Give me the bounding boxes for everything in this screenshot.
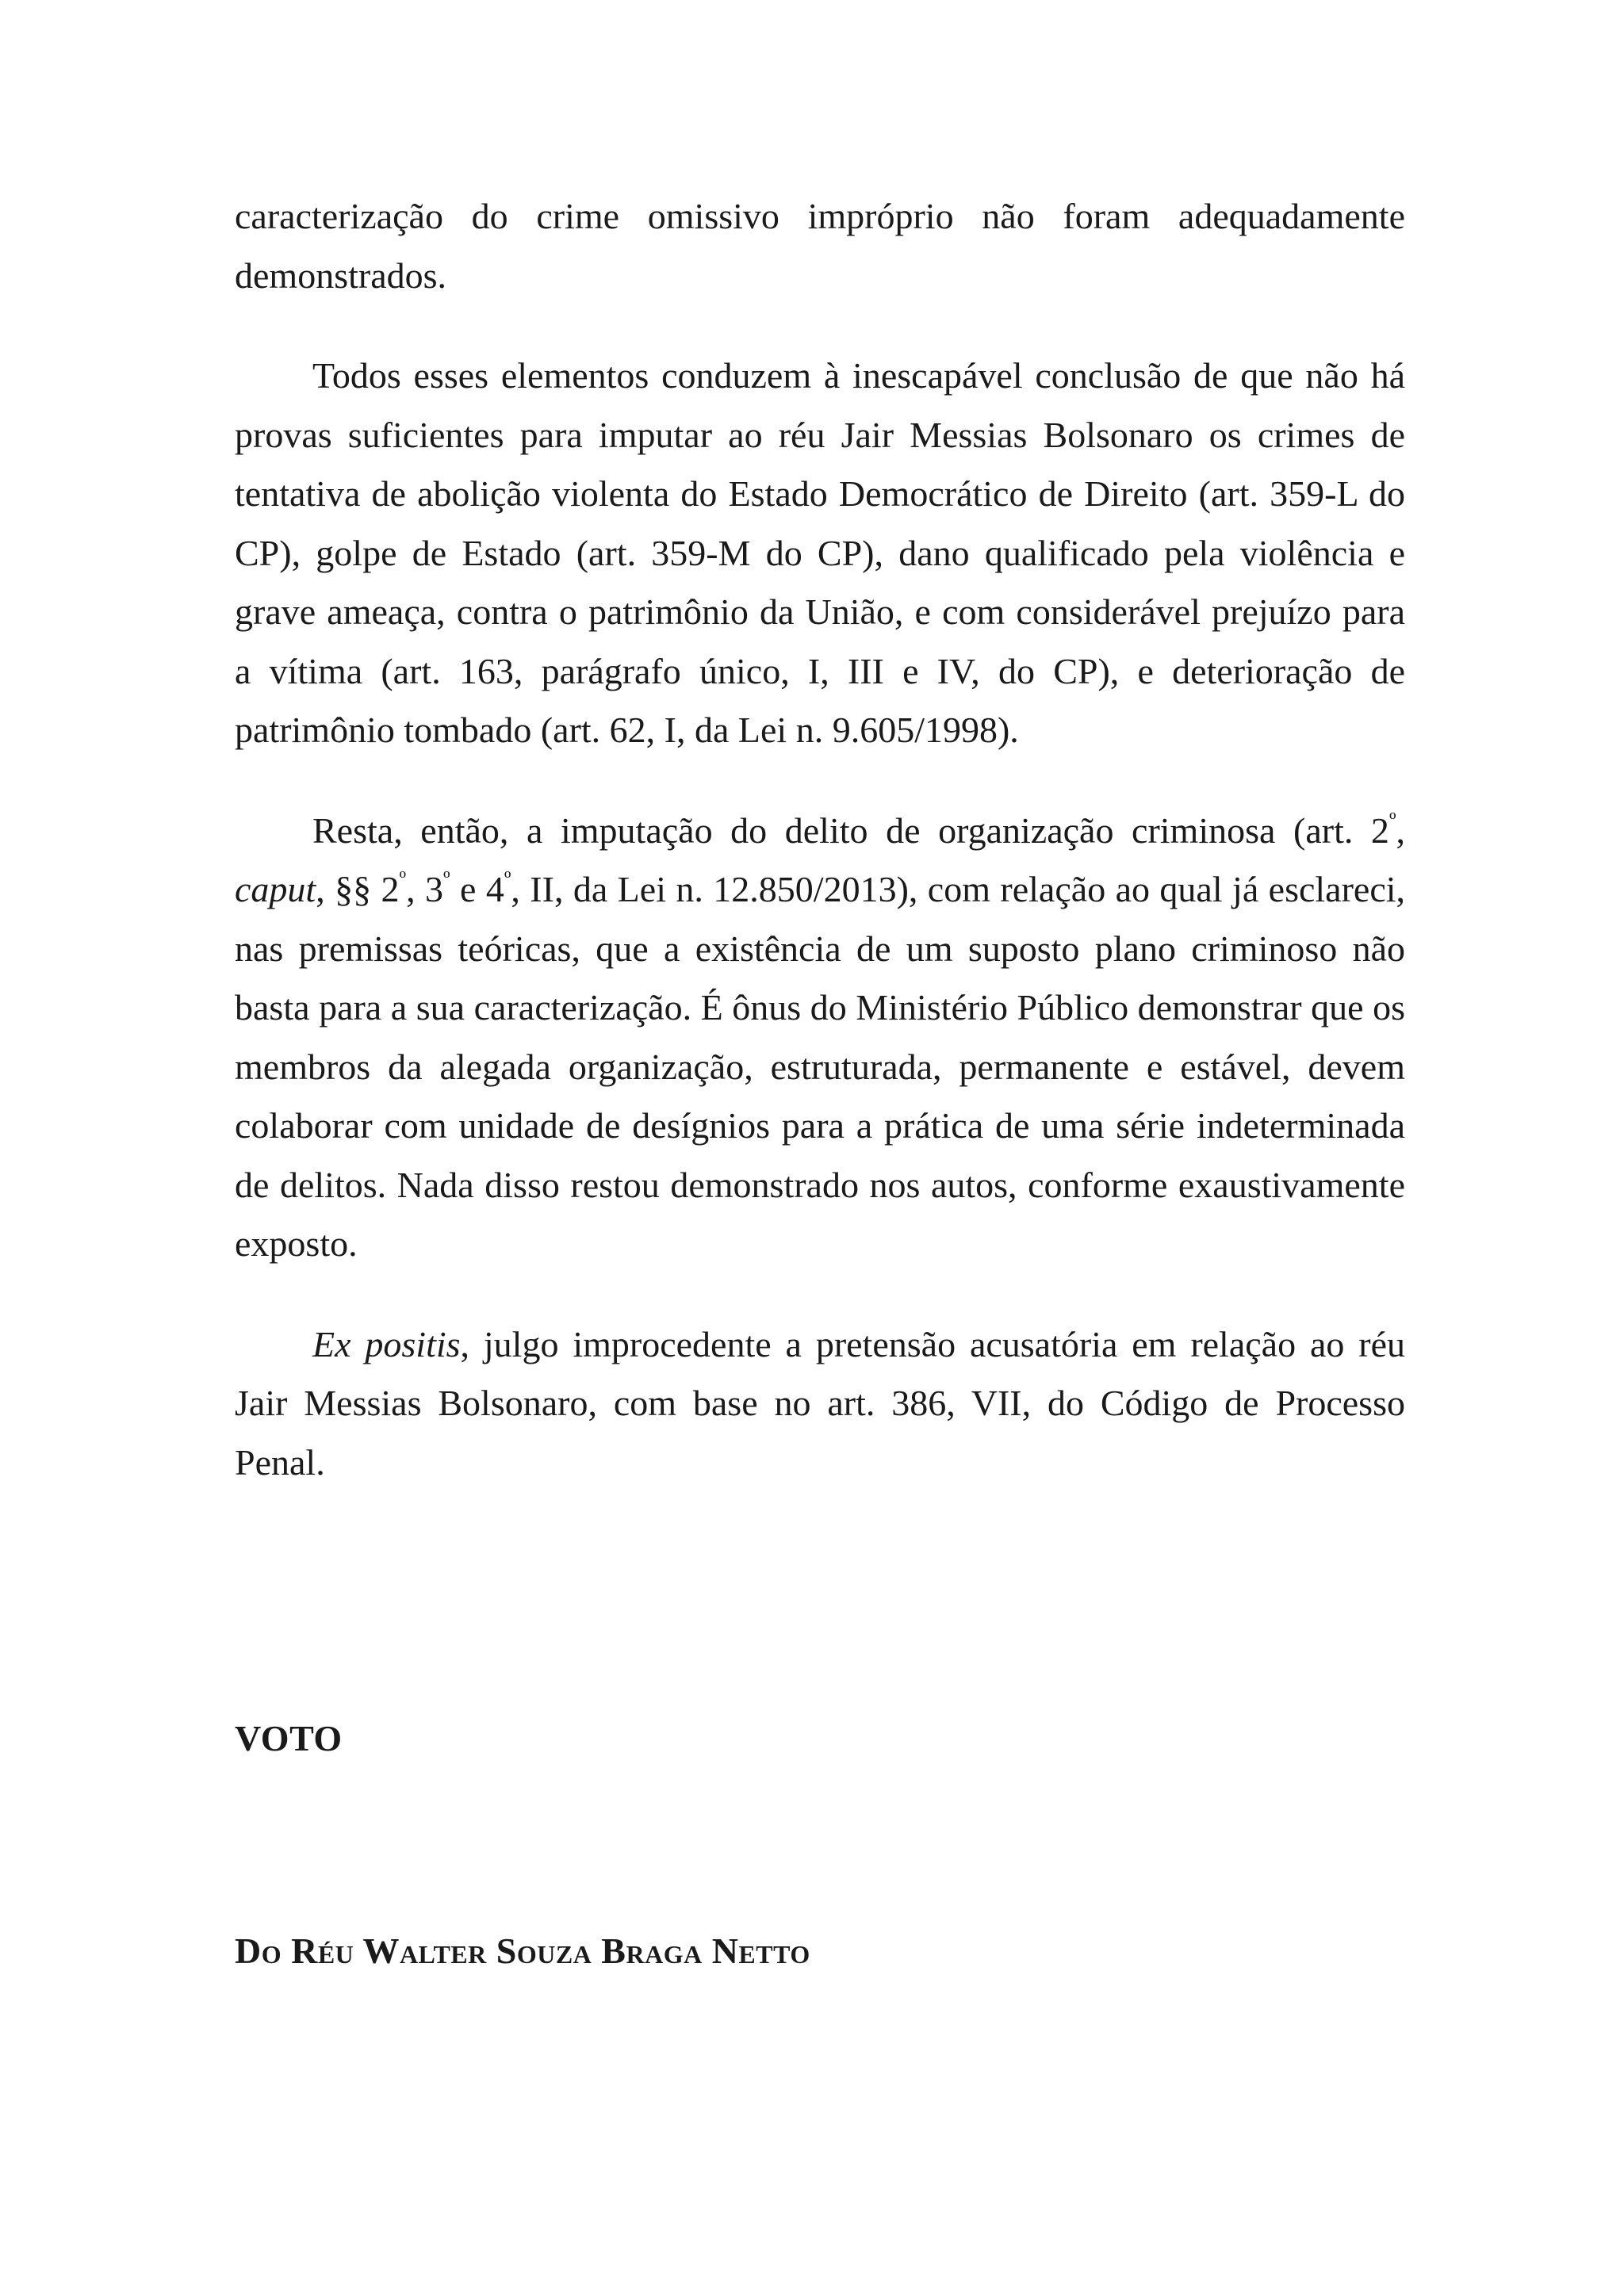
caput-term: caput <box>235 869 316 909</box>
ordinal-mark: º <box>399 866 407 891</box>
paragraph-criminal-organization <box>235 802 1405 1274</box>
text-run: , julgo improcedente a pretensão acusatória em relação ao réu Jair Messias Bolsonaro, com base no art. 386, VII, do Código de Processo Penal. <box>235 1323 1405 1483</box>
paragraph-conclusion-evidence: Todos esses elementos conduzem à inescapável conclusão de que não há provas suficientes para imputar ao réu Jair Messias Bolsonaro os crimes de tentativa de abolição violenta do Estado Democrático de Direito (art. 359-L do CP), golpe de Estado (art. 359-M do CP), dano qualificado pela violência e grave ameaça, contra o patrimônio da União, e com considerável prejuízo para a vítima (art. 163, parágrafo único, I, III e IV, do CP), e deterioração de patrimônio tombado (art. 62, I, da Lei n. 9.605/1998). <box>235 355 1405 750</box>
ordinal-mark: º <box>504 866 511 891</box>
ordinal-mark: º <box>443 866 450 891</box>
document-page <box>235 187 1406 1971</box>
ex-positis-term: Ex positis <box>312 1323 461 1364</box>
text-run: , 3 <box>406 869 444 909</box>
heading-defendant: Do Réu Walter Souza Braga Netto <box>235 1931 810 1971</box>
text-run: Resta, então, a imputação do delito de organização criminosa (art. 2 <box>312 809 1389 851</box>
ordinal-mark: º <box>1388 807 1396 832</box>
heading-voto: VOTO <box>235 1718 343 1758</box>
paragraph-continuation: caracterização do crime omissivo impróprio não foram adequadamente demonstrados. <box>235 196 1405 296</box>
text-run: , §§ 2 <box>316 869 400 909</box>
text-run: , <box>1396 809 1405 851</box>
paragraph-ex-positis <box>235 1315 1405 1493</box>
text-run: e 4 <box>450 869 504 909</box>
text-run: , II, da Lei n. 12.850/2013), com relação ao qual já esclareci, nas premissas teóricas, que a existência de um suposto plano criminoso não basta para a sua caracterização. É ônus do Ministério Público demonstrar que os membros da alegada organização, estruturada, permanente e estável, devem colaborar com unidade de desígnios para a prática de uma série indeterminada de delitos. Nada disso restou demonstrado nos autos, conforme exaustivamente exposto. <box>235 869 1406 1264</box>
